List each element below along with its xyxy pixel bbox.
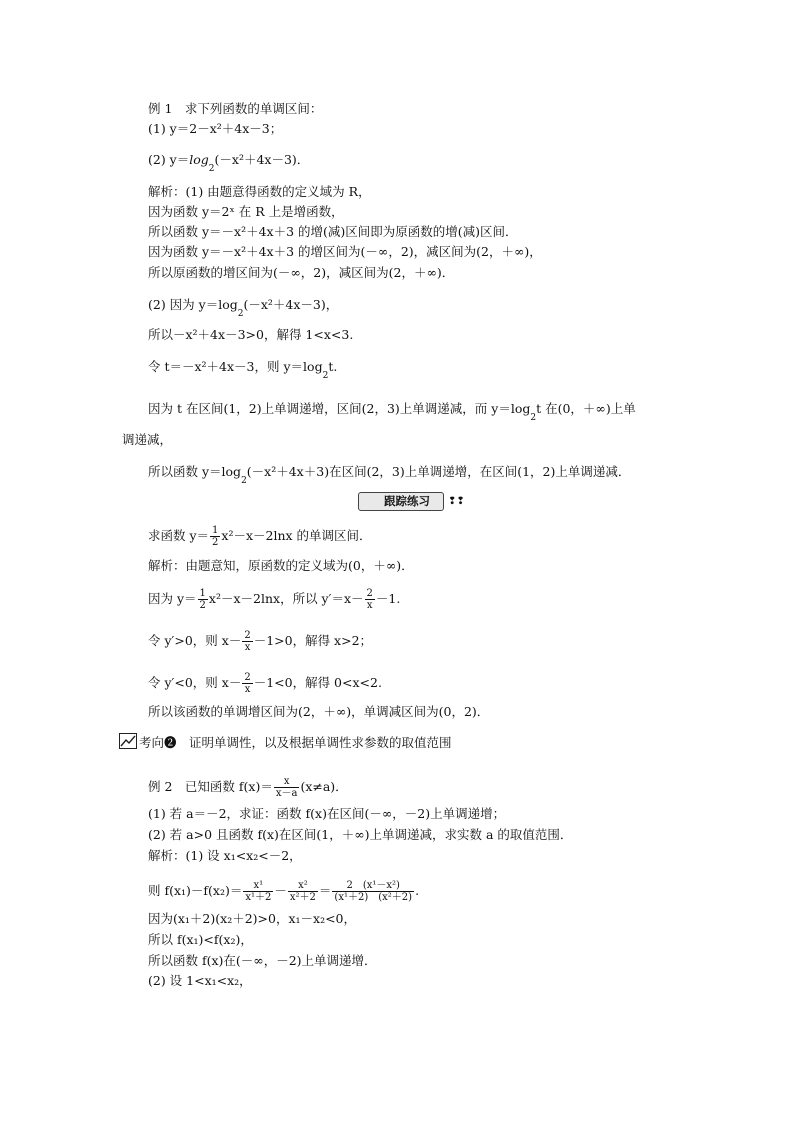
- practice-solution-line-5: 所以该函数的单调增区间为(2，＋∞)，单调减区间为(0，2)．: [148, 704, 490, 719]
- denominator: x－a: [275, 788, 298, 799]
- solution-2-line-6: [148, 464, 631, 486]
- practice-solution-line-4: [148, 672, 382, 695]
- text: (－x²＋4x－3)．: [214, 152, 310, 167]
- example-2-title: [148, 776, 348, 799]
- solution-4-line-1: (2) 设 1<x₁<x₂，: [148, 973, 252, 988]
- text: t.: [328, 359, 338, 374]
- log-base: 2: [208, 164, 215, 174]
- footprint-icon: ❢❢: [448, 496, 465, 507]
- solution-3-line-5: 所以函数 f(x)在(－∞，－2)上单调递增．: [148, 953, 377, 968]
- solution-1-line-5: 所以原函数的增区间为(－∞，2)，减区间为(2，＋∞)．: [148, 265, 455, 280]
- text: 例 2 已知函数 f(x)＝: [148, 779, 273, 794]
- numerator: 1: [199, 588, 206, 599]
- fraction: [365, 588, 375, 611]
- denominator: x²＋2: [289, 892, 316, 903]
- section-heading-2: 考向❷ 证明单调性，以及根据单调性求参数的取值范围: [139, 735, 452, 750]
- denominator: x¹＋2: [245, 892, 272, 903]
- follow-up-practice-badge: [358, 492, 444, 511]
- text: x²－x－2lnx 的单调区间．: [221, 528, 372, 543]
- solution-3-line-3: 因为(x₁＋2)(x₂＋2)>0，x₁－x₂<0，: [148, 911, 357, 926]
- solution-3-line-2: [148, 880, 419, 903]
- fraction: [332, 880, 414, 903]
- denominator: (x¹＋2) (x²＋2): [334, 892, 413, 903]
- text: 因为 t 在区间(1，2)上单调递增，区间(2，3)上单调递减，而 y＝log: [148, 401, 531, 416]
- fraction: [288, 880, 318, 903]
- denominator: x: [244, 642, 251, 653]
- text: 所以函数 y＝log: [148, 464, 242, 479]
- text: (－x²＋4x＋3)在区间(2，3)上单调递增，在区间(1，2)上单调递减．: [246, 464, 631, 479]
- numerator: x: [274, 776, 300, 788]
- denominator: 2: [199, 600, 206, 611]
- practice-solution-line-2: [148, 588, 400, 611]
- text: 令 y′<0，则 x－: [148, 675, 242, 690]
- numerator: 2: [244, 630, 251, 641]
- log-base: 2: [241, 476, 247, 486]
- example-2-part-2: (2) 若 a>0 且函数 f(x)在区间(1，＋∞)上单调递减，求实数 a 的取值范围．: [148, 827, 573, 842]
- text: x²－x－2lnx，所以 y′＝x－: [208, 591, 364, 606]
- solution-3-line-4: 所以 f(x₁)<f(x₂)，: [148, 932, 253, 947]
- numerator: 1: [212, 525, 219, 536]
- practice-solution-line-3: [148, 630, 372, 653]
- practice-solution-line-1: 解析：由题意知，原函数的定义域为(0，＋∞)．: [148, 558, 414, 573]
- numerator: x²: [288, 880, 318, 892]
- solution-2-line-3: [148, 359, 338, 381]
- example-2-part-1: (1) 若 a＝－2，求证：函数 f(x)在区间(－∞，－2)上单调递增；: [148, 806, 506, 821]
- text: －1.: [375, 591, 401, 606]
- solution-1-line-2: 因为函数 y＝2ˣ 在 R 上是增函数，: [148, 204, 344, 219]
- numerator: x¹: [243, 880, 273, 892]
- badge-label: 跟踪练习: [384, 494, 430, 508]
- solution-1-line-3: 所以函数 y＝－x²＋4x＋3 的增(减)区间即为原函数的增(减)区间．: [148, 224, 518, 239]
- fraction: [274, 776, 300, 799]
- log-text: log: [189, 152, 209, 167]
- fraction: [242, 672, 252, 695]
- solution-1-line-4: 因为函数 y＝－x²＋4x＋3 的增区间为(－∞，2)，减区间为(2，＋∞)，: [148, 244, 542, 259]
- fraction: [243, 880, 273, 903]
- text: 因为 y＝: [148, 591, 197, 606]
- solution-2-line-5: 调递减，: [122, 432, 173, 447]
- solution-1-line-1: 解析：(1) 由题意得函数的定义域为 R，: [148, 184, 371, 199]
- fraction: [210, 525, 220, 548]
- numerator: 2 (x¹－x²): [332, 880, 414, 892]
- example-1-part-2: [148, 152, 310, 174]
- fraction: [198, 588, 208, 611]
- text: 令 t＝－x²＋4x－3，则 y＝log: [148, 359, 323, 374]
- text: (2) y＝: [148, 152, 190, 167]
- log-base: 2: [237, 309, 244, 319]
- solution-2-line-2: 所以－x²＋4x－3>0，解得 1<x<3.: [148, 327, 354, 342]
- text: －1>0，解得 x>2；: [253, 633, 373, 648]
- denominator: 2: [212, 537, 219, 548]
- denominator: x: [244, 684, 251, 695]
- text: t 在(0，＋∞)上单: [536, 401, 636, 416]
- solution-2-line-4: [148, 401, 636, 423]
- example-1-title: 例 1 求下列函数的单调区间：: [148, 101, 323, 116]
- text: －1<0，解得 0<x<2.: [253, 675, 382, 690]
- denominator: x: [366, 600, 373, 611]
- trend-arrow-icon: [119, 733, 137, 749]
- numerator: 2: [366, 588, 373, 599]
- text: 则 f(x₁)－f(x₂)＝: [148, 883, 243, 898]
- practice-question: [148, 525, 372, 548]
- text: －: [274, 883, 287, 898]
- log-base: 2: [530, 413, 537, 423]
- text: ＝: [318, 883, 332, 898]
- example-1-part-1: (1) y＝2－x²＋4x－3；: [148, 121, 283, 136]
- fraction: [242, 630, 252, 653]
- text: 求函数 y＝: [148, 528, 210, 543]
- text: 令 y′>0，则 x－: [148, 633, 242, 648]
- solution-2-line-1: [148, 297, 339, 319]
- solution-3-line-1: 解析：(1) 设 x₁<x₂<－2，: [148, 848, 302, 863]
- text: (－x²＋4x－3)，: [243, 297, 339, 312]
- log-base: 2: [322, 371, 329, 381]
- numerator: 2: [244, 672, 251, 683]
- text: (2) 因为 y＝log: [148, 297, 238, 312]
- text: (x≠a)．: [300, 779, 348, 794]
- text: .: [415, 883, 420, 898]
